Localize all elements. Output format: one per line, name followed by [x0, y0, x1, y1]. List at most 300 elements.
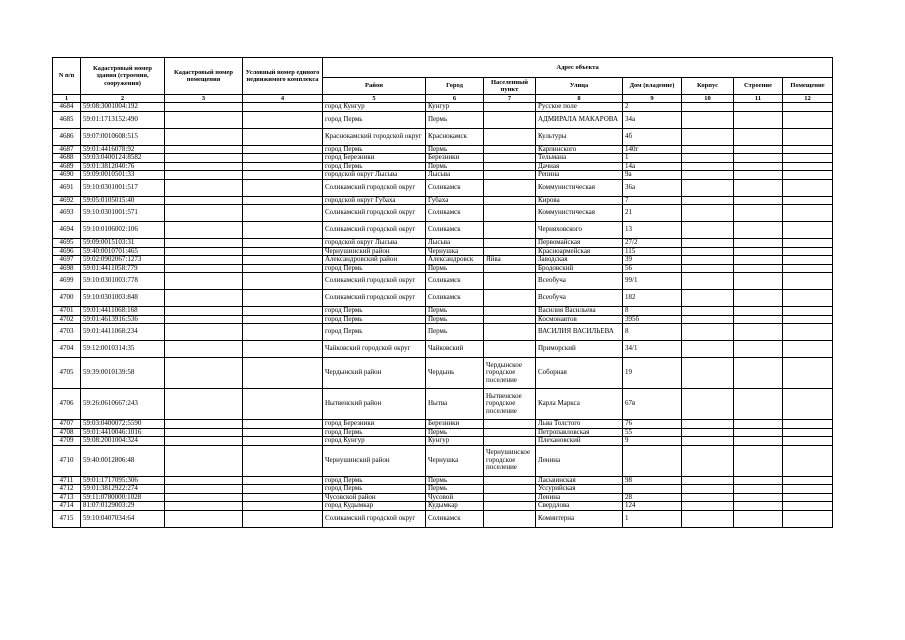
col-header-city: Город — [426, 78, 484, 95]
room-cadastral-cell — [165, 502, 243, 511]
korpus-cell — [682, 103, 734, 112]
cadastral-number-cell: 59:40:0010701:465 — [81, 247, 165, 256]
settlement-cell — [484, 420, 536, 429]
street-cell: Василия Васильева — [536, 307, 623, 316]
row-number-cell: 4687 — [53, 145, 81, 154]
korpus-cell — [682, 420, 734, 429]
street-cell: Заводская — [536, 256, 623, 265]
room-cell — [783, 103, 833, 112]
building-cell — [734, 247, 783, 256]
street-cell: Космонавтов — [536, 315, 623, 324]
street-cell: Дачная — [536, 162, 623, 171]
korpus-cell — [682, 111, 734, 128]
room-cell — [783, 162, 833, 171]
room-cadastral-cell — [165, 162, 243, 171]
room-cadastral-cell — [165, 389, 243, 420]
korpus-cell — [682, 485, 734, 494]
room-cell — [783, 341, 833, 358]
korpus-cell — [682, 445, 734, 476]
room-cadastral-cell — [165, 154, 243, 163]
row-number-cell: 4700 — [53, 290, 81, 307]
table-row — [53, 445, 833, 476]
table-row — [53, 476, 833, 485]
room-cell — [783, 247, 833, 256]
district-cell: город Пермь — [323, 476, 426, 485]
city-cell: Александровск — [426, 256, 484, 265]
room-cadastral-cell — [165, 485, 243, 494]
korpus-cell — [682, 315, 734, 324]
city-cell: Березники — [426, 420, 484, 429]
building-cell — [734, 145, 783, 154]
street-cell: Репина — [536, 171, 623, 180]
conditional-number-cell — [243, 222, 323, 239]
conditional-number-cell — [243, 103, 323, 112]
district-cell: Соликамский городской округ — [323, 222, 426, 239]
building-cell — [734, 162, 783, 171]
district-cell: Нытвенский район — [323, 389, 426, 420]
column-number: 1 — [53, 95, 81, 103]
col-header-cadastral-building: Кадастровый номер здания (строения, сооружения) — [81, 58, 165, 95]
street-cell: Бродовский — [536, 264, 623, 273]
district-cell: город Пермь — [323, 307, 426, 316]
city-cell: Пермь — [426, 307, 484, 316]
cadastral-number-cell: 59:10:0301001:517 — [81, 179, 165, 196]
settlement-cell — [484, 476, 536, 485]
room-cell — [783, 476, 833, 485]
room-cell — [783, 428, 833, 437]
building-cell — [734, 111, 783, 128]
row-number-cell: 4697 — [53, 256, 81, 265]
house-cell: 21 — [623, 205, 682, 222]
building-cell — [734, 205, 783, 222]
col-header-num: N п/п — [53, 58, 81, 95]
room-cadastral-cell — [165, 324, 243, 341]
row-number-cell: 4691 — [53, 179, 81, 196]
cadastral-number-cell: 59:10:0106002:106 — [81, 222, 165, 239]
table-row — [53, 437, 833, 446]
district-cell: Краснокамский городской округ — [323, 128, 426, 145]
house-cell: 2 — [623, 103, 682, 112]
room-cadastral-cell — [165, 307, 243, 316]
settlement-cell: Нытвенское городское поселение — [484, 389, 536, 420]
korpus-cell — [682, 273, 734, 290]
col-header-district: Район — [323, 78, 426, 95]
cadastral-number-cell: 59:02:0902067:1273 — [81, 256, 165, 265]
room-cadastral-cell — [165, 341, 243, 358]
conditional-number-cell — [243, 358, 323, 389]
building-cell — [734, 103, 783, 112]
table-row — [53, 358, 833, 389]
conditional-number-cell — [243, 315, 323, 324]
room-cadastral-cell — [165, 290, 243, 307]
room-cadastral-cell — [165, 428, 243, 437]
room-cell — [783, 358, 833, 389]
room-cadastral-cell — [165, 273, 243, 290]
row-number-cell: 4693 — [53, 205, 81, 222]
conditional-number-cell — [243, 510, 323, 527]
street-cell: Ленина — [536, 493, 623, 502]
row-number-cell: 4711 — [53, 476, 81, 485]
cadastral-number-cell: 59:01:3812040:76 — [81, 162, 165, 171]
korpus-cell — [682, 437, 734, 446]
settlement-cell — [484, 247, 536, 256]
building-cell — [734, 290, 783, 307]
table-row — [53, 273, 833, 290]
house-cell — [623, 445, 682, 476]
district-cell: город Кунгур — [323, 437, 426, 446]
city-cell: Соликамск — [426, 510, 484, 527]
district-cell: Чердынский район — [323, 358, 426, 389]
house-cell: 39 — [623, 256, 682, 265]
row-number-cell: 4690 — [53, 171, 81, 180]
cadastral-number-cell: 59:01:1717095:306 — [81, 476, 165, 485]
cadastral-number-cell: 59:10:0301003:778 — [81, 273, 165, 290]
settlement-cell — [484, 145, 536, 154]
table-row — [53, 103, 833, 112]
row-number-cell: 4710 — [53, 445, 81, 476]
building-cell — [734, 171, 783, 180]
table-row — [53, 171, 833, 180]
house-cell: 8 — [623, 307, 682, 316]
street-cell: Всеобуча — [536, 290, 623, 307]
korpus-cell — [682, 145, 734, 154]
col-header-street: Улица — [536, 78, 623, 95]
building-cell — [734, 273, 783, 290]
conditional-number-cell — [243, 493, 323, 502]
city-cell: Чердынь — [426, 358, 484, 389]
district-cell: Соликамский городской округ — [323, 273, 426, 290]
settlement-cell — [484, 510, 536, 527]
settlement-cell — [484, 179, 536, 196]
house-cell: 13 — [623, 222, 682, 239]
row-number-cell: 4694 — [53, 222, 81, 239]
korpus-cell — [682, 162, 734, 171]
room-cell — [783, 196, 833, 205]
table-row — [53, 128, 833, 145]
room-cadastral-cell — [165, 437, 243, 446]
row-number-cell: 4707 — [53, 420, 81, 429]
district-cell: город Пермь — [323, 111, 426, 128]
column-number: 2 — [81, 95, 165, 103]
house-cell: 28 — [623, 493, 682, 502]
room-cell — [783, 264, 833, 273]
column-number: 10 — [682, 95, 734, 103]
building-cell — [734, 428, 783, 437]
table-row — [53, 196, 833, 205]
street-cell: Соборная — [536, 358, 623, 389]
street-cell: Культуры — [536, 128, 623, 145]
col-header-settlement: Населенный пункт — [484, 78, 536, 95]
korpus-cell — [682, 307, 734, 316]
table-row — [53, 256, 833, 265]
room-cell — [783, 485, 833, 494]
street-cell: Ленина — [536, 445, 623, 476]
row-number-cell: 4702 — [53, 315, 81, 324]
room-cadastral-cell — [165, 103, 243, 112]
street-cell: Коммунистическая — [536, 179, 623, 196]
building-cell — [734, 420, 783, 429]
settlement-cell — [484, 307, 536, 316]
cadastral-number-cell: 59:10:0301001:571 — [81, 205, 165, 222]
room-cell — [783, 389, 833, 420]
city-cell: Чернушка — [426, 247, 484, 256]
city-cell: Березники — [426, 154, 484, 163]
col-header-room: Помещение — [783, 78, 833, 95]
street-cell: ВАСИЛИЯ ВАСИЛЬЕВА — [536, 324, 623, 341]
conditional-number-cell — [243, 273, 323, 290]
cadastral-number-cell: 59:01:4416078:92 — [81, 145, 165, 154]
building-cell — [734, 222, 783, 239]
settlement-cell — [484, 315, 536, 324]
conditional-number-cell — [243, 290, 323, 307]
building-cell — [734, 324, 783, 341]
table-row — [53, 179, 833, 196]
row-number-cell: 4704 — [53, 341, 81, 358]
column-number: 6 — [426, 95, 484, 103]
table-row — [53, 493, 833, 502]
cadastral-number-cell: 59:05:0105015:40 — [81, 196, 165, 205]
row-number-cell: 4696 — [53, 247, 81, 256]
room-cell — [783, 273, 833, 290]
table-row — [53, 485, 833, 494]
city-cell: Нытва — [426, 389, 484, 420]
city-cell: Соликамск — [426, 205, 484, 222]
cadastral-number-cell: 59:08:3001004:192 — [81, 103, 165, 112]
city-cell: Кудымкар — [426, 502, 484, 511]
city-cell: Лысьва — [426, 239, 484, 248]
conditional-number-cell — [243, 307, 323, 316]
column-number: 8 — [536, 95, 623, 103]
city-cell: Пермь — [426, 162, 484, 171]
district-cell: город Кунгур — [323, 103, 426, 112]
room-cell — [783, 307, 833, 316]
city-cell: Соликамск — [426, 222, 484, 239]
settlement-cell: Чердынское городское поселение — [484, 358, 536, 389]
settlement-cell — [484, 324, 536, 341]
conditional-number-cell — [243, 128, 323, 145]
korpus-cell — [682, 341, 734, 358]
street-cell: Русское поле — [536, 103, 623, 112]
building-cell — [734, 264, 783, 273]
room-cadastral-cell — [165, 358, 243, 389]
room-cadastral-cell — [165, 145, 243, 154]
city-cell: Пермь — [426, 428, 484, 437]
house-cell: 4б — [623, 128, 682, 145]
cadastral-number-cell: 59:12:0010314:35 — [81, 341, 165, 358]
col-header-house: Дом (владение) — [623, 78, 682, 95]
column-number: 9 — [623, 95, 682, 103]
row-number-cell: 4709 — [53, 437, 81, 446]
korpus-cell — [682, 222, 734, 239]
cadastral-number-cell: 59:40:0012806:48 — [81, 445, 165, 476]
conditional-number-cell — [243, 341, 323, 358]
house-cell: 67в — [623, 389, 682, 420]
street-cell: Карла Маркса — [536, 389, 623, 420]
room-cell — [783, 324, 833, 341]
row-number-cell: 4713 — [53, 493, 81, 502]
settlement-cell — [484, 502, 536, 511]
house-cell: 98 — [623, 476, 682, 485]
settlement-cell — [484, 485, 536, 494]
conditional-number-cell — [243, 111, 323, 128]
table-row — [53, 145, 833, 154]
cadastral-number-cell: 59:07:0010608:515 — [81, 128, 165, 145]
cadastral-number-cell: 59:11:0780000:1028 — [81, 493, 165, 502]
street-cell: Ласьвинская — [536, 476, 623, 485]
city-cell: Пермь — [426, 324, 484, 341]
row-number-cell: 4706 — [53, 389, 81, 420]
building-cell — [734, 196, 783, 205]
city-cell: Пермь — [426, 315, 484, 324]
city-cell: Соликамск — [426, 290, 484, 307]
house-cell: 55 — [623, 428, 682, 437]
city-cell: Краснокамск — [426, 128, 484, 145]
cadastral-number-cell: 81:07:0129003:29 — [81, 502, 165, 511]
room-cadastral-cell — [165, 196, 243, 205]
cadastral-number-cell: 59:01:4411068:168 — [81, 307, 165, 316]
street-cell: Приморский — [536, 341, 623, 358]
room-cell — [783, 111, 833, 128]
conditional-number-cell — [243, 502, 323, 511]
house-cell: 7 — [623, 196, 682, 205]
city-cell: Лысьва — [426, 171, 484, 180]
room-cell — [783, 239, 833, 248]
table-row — [53, 420, 833, 429]
building-cell — [734, 315, 783, 324]
room-cadastral-cell — [165, 222, 243, 239]
korpus-cell — [682, 493, 734, 502]
district-cell: город Пермь — [323, 324, 426, 341]
street-cell: Всеобуча — [536, 273, 623, 290]
korpus-cell — [682, 154, 734, 163]
room-cell — [783, 256, 833, 265]
street-cell: Первомайская — [536, 239, 623, 248]
city-cell: Пермь — [426, 111, 484, 128]
building-cell — [734, 128, 783, 145]
district-cell: Соликамский городской округ — [323, 510, 426, 527]
district-cell: Соликамский городской округ — [323, 290, 426, 307]
conditional-number-cell — [243, 445, 323, 476]
room-cell — [783, 437, 833, 446]
city-cell: Чернушка — [426, 445, 484, 476]
house-cell: 182 — [623, 290, 682, 307]
house-cell: 19 — [623, 358, 682, 389]
row-number-cell: 4688 — [53, 154, 81, 163]
korpus-cell — [682, 247, 734, 256]
house-cell: 99/1 — [623, 273, 682, 290]
korpus-cell — [682, 358, 734, 389]
conditional-number-cell — [243, 247, 323, 256]
building-cell — [734, 476, 783, 485]
building-cell — [734, 307, 783, 316]
conditional-number-cell — [243, 154, 323, 163]
cadastral-number-cell: 59:01:3812922:274 — [81, 485, 165, 494]
conditional-number-cell — [243, 428, 323, 437]
city-cell: Пермь — [426, 264, 484, 273]
district-cell: город Пермь — [323, 145, 426, 154]
cadastral-number-cell: 59:26:0610667:243 — [81, 389, 165, 420]
city-cell: Пермь — [426, 485, 484, 494]
conditional-number-cell — [243, 239, 323, 248]
row-number-cell: 4714 — [53, 502, 81, 511]
row-number-cell: 4703 — [53, 324, 81, 341]
room-cadastral-cell — [165, 239, 243, 248]
district-cell: город Пермь — [323, 162, 426, 171]
settlement-cell — [484, 290, 536, 307]
cadastral-number-cell: 59:39:0010139:58 — [81, 358, 165, 389]
house-cell: 14а — [623, 162, 682, 171]
house-cell: 9а — [623, 171, 682, 180]
table-row — [53, 239, 833, 248]
table-row — [53, 324, 833, 341]
table-row — [53, 264, 833, 273]
building-cell — [734, 485, 783, 494]
settlement-cell — [484, 154, 536, 163]
settlement-cell — [484, 493, 536, 502]
city-cell: Пермь — [426, 145, 484, 154]
street-cell: Уссурийская — [536, 485, 623, 494]
table-row — [53, 290, 833, 307]
room-cadastral-cell — [165, 179, 243, 196]
street-cell: Льва Толстого — [536, 420, 623, 429]
cadastral-number-cell: 59:10:0301003:848 — [81, 290, 165, 307]
settlement-cell — [484, 111, 536, 128]
table-row — [53, 428, 833, 437]
table-row — [53, 205, 833, 222]
row-number-cell: 4684 — [53, 103, 81, 112]
row-number-cell: 4689 — [53, 162, 81, 171]
street-cell: Свердлова — [536, 502, 623, 511]
conditional-number-cell — [243, 485, 323, 494]
table-row — [53, 307, 833, 316]
row-number-cell: 4701 — [53, 307, 81, 316]
registry-table — [52, 57, 833, 528]
city-cell: Соликамск — [426, 179, 484, 196]
district-cell: Соликамский городской округ — [323, 179, 426, 196]
korpus-cell — [682, 476, 734, 485]
building-cell — [734, 256, 783, 265]
district-cell: Чернушинский район — [323, 445, 426, 476]
room-cell — [783, 493, 833, 502]
row-number-cell: 4705 — [53, 358, 81, 389]
street-cell: Тельмана — [536, 154, 623, 163]
row-number-cell: 4686 — [53, 128, 81, 145]
street-cell: Карпинского — [536, 145, 623, 154]
cadastral-number-cell: 59:08:2001004:324 — [81, 437, 165, 446]
cadastral-number-cell: 59:01:4410046:1016 — [81, 428, 165, 437]
district-cell: Александровский район — [323, 256, 426, 265]
room-cadastral-cell — [165, 315, 243, 324]
room-cell — [783, 145, 833, 154]
room-cadastral-cell — [165, 171, 243, 180]
column-number: 12 — [783, 95, 833, 103]
conditional-number-cell — [243, 264, 323, 273]
house-cell: 115 — [623, 247, 682, 256]
settlement-cell — [484, 171, 536, 180]
district-cell: Чернушинский район — [323, 247, 426, 256]
korpus-cell — [682, 205, 734, 222]
room-cell — [783, 222, 833, 239]
building-cell — [734, 239, 783, 248]
city-cell: Соликамск — [426, 273, 484, 290]
korpus-cell — [682, 264, 734, 273]
house-cell: 8 — [623, 324, 682, 341]
district-cell: городской округ Лысьва — [323, 239, 426, 248]
room-cadastral-cell — [165, 264, 243, 273]
city-cell: Пермь — [426, 476, 484, 485]
table-row — [53, 154, 833, 163]
korpus-cell — [682, 256, 734, 265]
